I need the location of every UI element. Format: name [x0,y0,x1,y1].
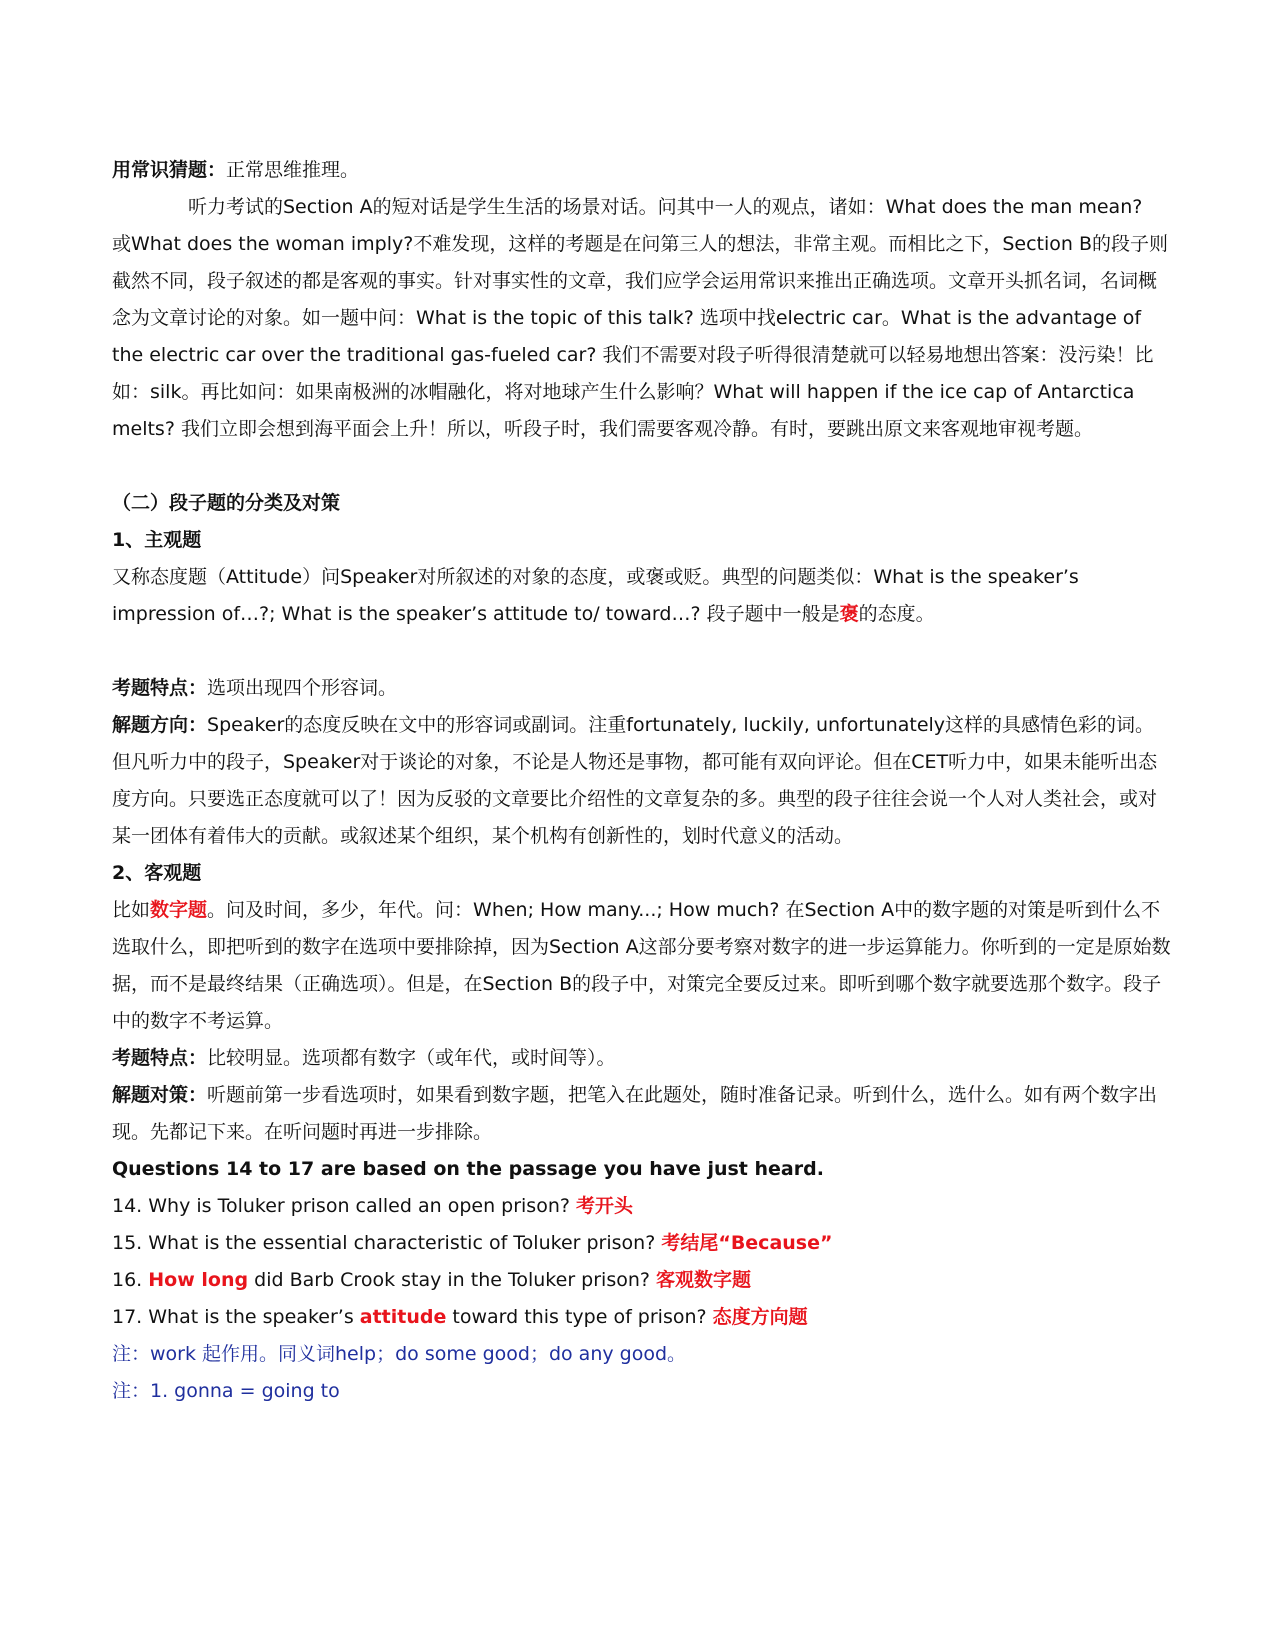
objective-strategy [112,1077,1172,1151]
objective-features-text: 比较明显。选项都有数字（或年代，或时间等）。 [207,1047,616,1069]
subjective-features-text: 选项出现四个形容词。 [207,677,398,699]
objective-body [112,892,1172,1040]
document-content [112,152,1172,1410]
subjective-features-label: 考题特点： [112,677,208,699]
question-17-highlight: attitude [359,1306,447,1328]
question-16-rest: did Barb Crook stay in the Toluker prison? [254,1269,650,1291]
spacer [112,448,1172,485]
question-17 [112,1299,1172,1336]
question-16 [112,1262,1172,1299]
common-sense-heading-rest: 正常思维推理。 [226,159,360,181]
subjective-body-text: 又称态度题（Attitude）问Speaker对所叙述的对象的态度，或褒或贬。典型的问题类似：What is the speaker’s impression of…?; What is the speaker’s attitude to/ toward…? 段子题中一般是 [112,566,1079,625]
subjective-body [112,559,1172,633]
objective-body-rest: 。问及时间，多少，年代。问：When; How many...; How much? 在Section A中的数字题的对策是听到什么不选取什么，即把听到的数字在选项中要排除掉，因为Section A这部分要考察对数字的进一步运算能力。你听到的一定是原始数据，而不是最终结果（正确选项）。但是，在Section B的段子中，对策完全要反过来。即听到哪个数字就要选那个数字。段子中的数字不考运算。 [112,899,1171,1032]
subjective-approach [112,707,1172,855]
subjective-approach-label: 解题方向： [112,714,208,736]
subjective-approach-text: Speaker的态度反映在文中的形容词或副词。注重fortunately, luckily, unfortunately这样的具感情色彩的词。但凡听力中的段子，Speaker对于谈论的对象，不论是人物还是事物，都可能有双向评论。但在CET听力中，如果未能听出态度方向。只要选正态度就可以了！因为反驳的文章要比介绍性的文章复杂的多。典型的段子往往会说一个人对人类社会，或对某一团体有着伟大的贡献。或叙述某个组织，某个机构有创新性的，划时代意义的活动。 [112,714,1158,847]
common-sense-heading: 用常识猜题： [112,159,227,181]
subjective-body-text-end: 的态度。 [858,603,935,625]
section-two-title: （二）段子题的分类及对策 [112,492,341,514]
objective-features [112,1040,1172,1077]
question-14-text: 14. Why is Toluker prison called an open prison? [112,1195,570,1217]
note-gonna: 注：1. gonna = going to [112,1380,340,1402]
question-16-note: 客观数字题 [656,1269,752,1291]
objective-body-prefix: 比如 [112,899,151,921]
spacer [112,633,1172,670]
question-17-rest: toward this type of prison? [452,1306,707,1328]
question-16-num: 16. [112,1269,143,1291]
note-synonyms: 注：work 起作用。同义词help；do some good；do any good。 [112,1343,687,1365]
question-15-text: 15. What is the essential characteristic of Toluker prison? [112,1232,656,1254]
subjective-title: 1、主观题 [112,529,202,551]
objective-strategy-label: 解题对策： [112,1084,208,1106]
common-sense-body: 听力考试的Section A的短对话是学生生活的场景对话。问其中一人的观点，诸如：What does the man mean? 或What does the woman imply?不难发现，这样的考题是在问第三人的想法，非常主观。而相比之下，Section B的段子则截然不同，段子叙述的都是客观的事实。针对事实性的文章，我们应学会运用常识来推出正确选项。文章开头抓名词，名词概念为文章讨论的对象。如一题中问：What is the topic of this talk? 选项中找electric car。What is the advantage of the electric car over the traditional gas-fueled car? 我们不需要对段子听得很清楚就可以轻易地想出答案：没污染！比如：silk。再比如问：如果南极洲的冰帽融化，将对地球产生什么影响？What will happen if the ice cap of Antarctica melts? 我们立即会想到海平面会上升！所以，听段子时，我们需要客观冷静。有时，要跳出原文来客观地审视考题。 [112,196,1169,440]
subjective-features [112,670,1172,707]
objective-title: 2、客观题 [112,862,202,884]
question-17-pre: 17. What is the speaker’s [112,1306,354,1328]
question-15-note: 考结尾“Because” [661,1232,833,1254]
question-15 [112,1225,1172,1262]
question-14 [112,1188,1172,1225]
subjective-highlight: 褒 [839,603,859,625]
question-16-highlight: How long [148,1269,249,1291]
question-14-note: 考开头 [576,1195,634,1217]
objective-strategy-text: 听题前第一步看选项时，如果看到数字题，把笔入在此题处，随时准备记录。听到什么，选什么。如有两个数字出现。先都记下来。在听问题时再进一步排除。 [112,1084,1158,1143]
objective-features-label: 考题特点： [112,1047,208,1069]
questions-heading: Questions 14 to 17 are based on the passage you have just heard. [112,1158,824,1180]
common-sense-heading-line [112,152,1172,189]
question-17-note: 态度方向题 [712,1306,808,1328]
objective-highlight: 数字题 [150,899,208,921]
